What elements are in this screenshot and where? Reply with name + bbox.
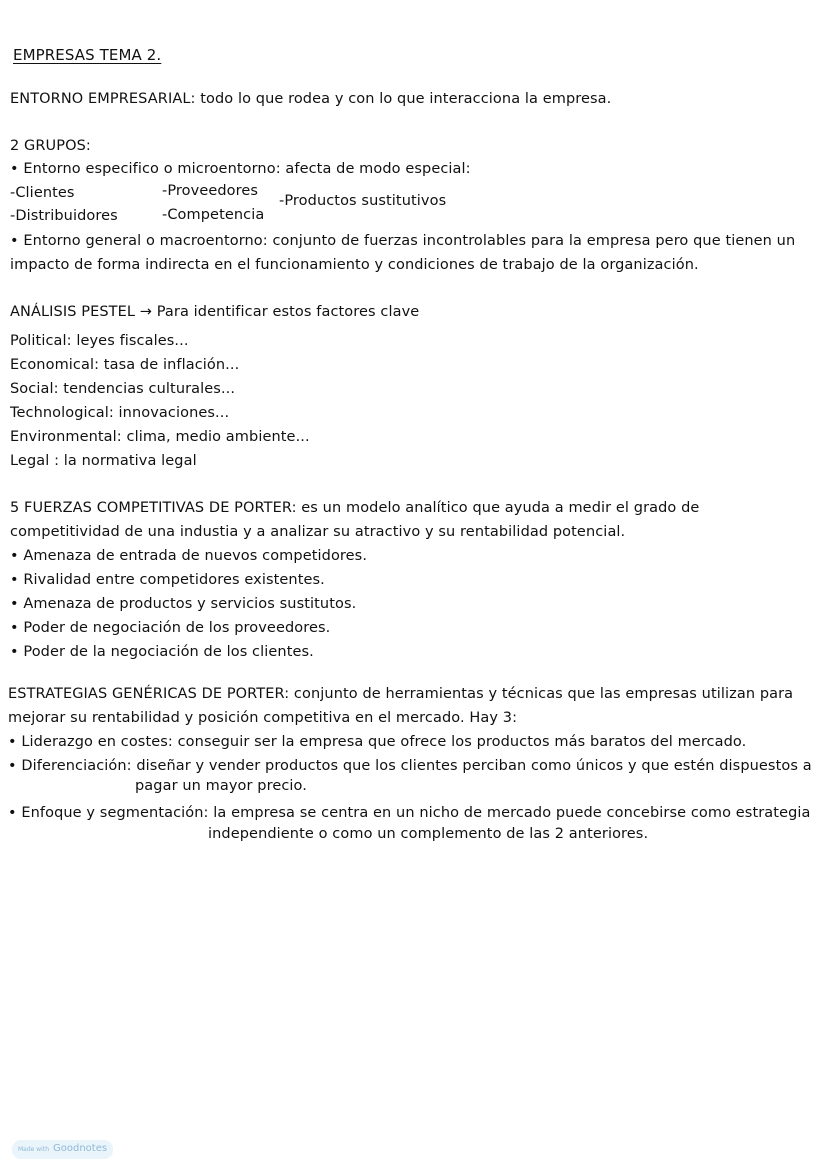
porter-forces-heading-2: competitividad de una industia y a analizar su atractivo y su rentabilidad potencial. — [10, 524, 626, 540]
distribuidores-item: -Distribuidores — [10, 208, 118, 224]
porter-strategies-heading-1: ESTRATEGIAS GENÉRICAS DE PORTER: conjunto de herramientas y técnicas que las empresas utilizan para — [8, 686, 794, 702]
strategy-diferenciacion-1: • Diferenciación: diseñar y vender productos que los clientes perciban como únicos y que estén dispuestos a — [8, 758, 812, 774]
pestel-heading: ANÁLISIS PESTEL → Para identificar estos factores clave — [10, 304, 420, 320]
macroentorno-line-2: impacto de forma indirecta en el funcionamiento y condiciones de trabajo de la organización. — [10, 257, 699, 273]
competencia-item: -Competencia — [162, 207, 265, 223]
page-title: EMPRESAS TEMA 2. — [13, 46, 162, 64]
macroentorno-line-1: • Entorno general o macroentorno: conjunto de fuerzas incontrolables para la empresa pero que tienen un — [10, 233, 796, 249]
pestel-legal: Legal : la normativa legal — [10, 453, 197, 469]
pestel-technological: Technological: innovaciones... — [10, 405, 230, 421]
porter-strategies-heading-2: mejorar su rentabilidad y posición competitiva en el mercado. Hay 3: — [8, 710, 518, 726]
porter-force-item: • Poder de la negociación de los clientes. — [10, 644, 314, 660]
porter-force-item: • Amenaza de productos y servicios sustitutos. — [10, 596, 357, 612]
strategy-enfoque-1: • Enfoque y segmentación: la empresa se centra en un nicho de mercado puede concebirse como estrategia — [8, 805, 811, 821]
porter-force-item: • Amenaza de entrada de nuevos competidores. — [10, 548, 368, 564]
watermark-brand: Goodnotes — [53, 1143, 108, 1154]
clientes-item: -Clientes — [10, 185, 75, 201]
watermark-prefix: Made with — [18, 1146, 49, 1153]
proveedores-item: -Proveedores — [162, 183, 259, 199]
strategy-diferenciacion-2: pagar un mayor precio. — [135, 778, 307, 794]
pestel-political: Political: leyes fiscales... — [10, 333, 189, 349]
pestel-social: Social: tendencias culturales... — [10, 381, 236, 397]
porter-forces-heading-1: 5 FUERZAS COMPETITIVAS DE PORTER: es un modelo analítico que ayuda a medir el grado de — [10, 500, 700, 516]
grupos-heading: 2 GRUPOS: — [10, 138, 91, 154]
entorno-definition: ENTORNO EMPRESARIAL: todo lo que rodea y con lo que interacciona la empresa. — [10, 91, 612, 107]
goodnotes-watermark — [12, 1140, 113, 1159]
strategy-enfoque-2: independiente o como un complemento de las 2 anteriores. — [208, 826, 649, 842]
porter-force-item: • Rivalidad entre competidores existentes. — [10, 572, 325, 588]
pestel-economical: Economical: tasa de inflación... — [10, 357, 240, 373]
sustitutivos-item: -Productos sustitutivos — [279, 193, 447, 209]
strategy-liderazgo: • Liderazgo en costes: conseguir ser la empresa que ofrece los productos más baratos del mercado. — [8, 734, 747, 750]
porter-force-item: • Poder de negociación de los proveedores. — [10, 620, 331, 636]
microentorno-line: • Entorno especifico o microentorno: afecta de modo especial: — [10, 161, 471, 177]
pestel-environmental: Environmental: clima, medio ambiente... — [10, 429, 310, 445]
